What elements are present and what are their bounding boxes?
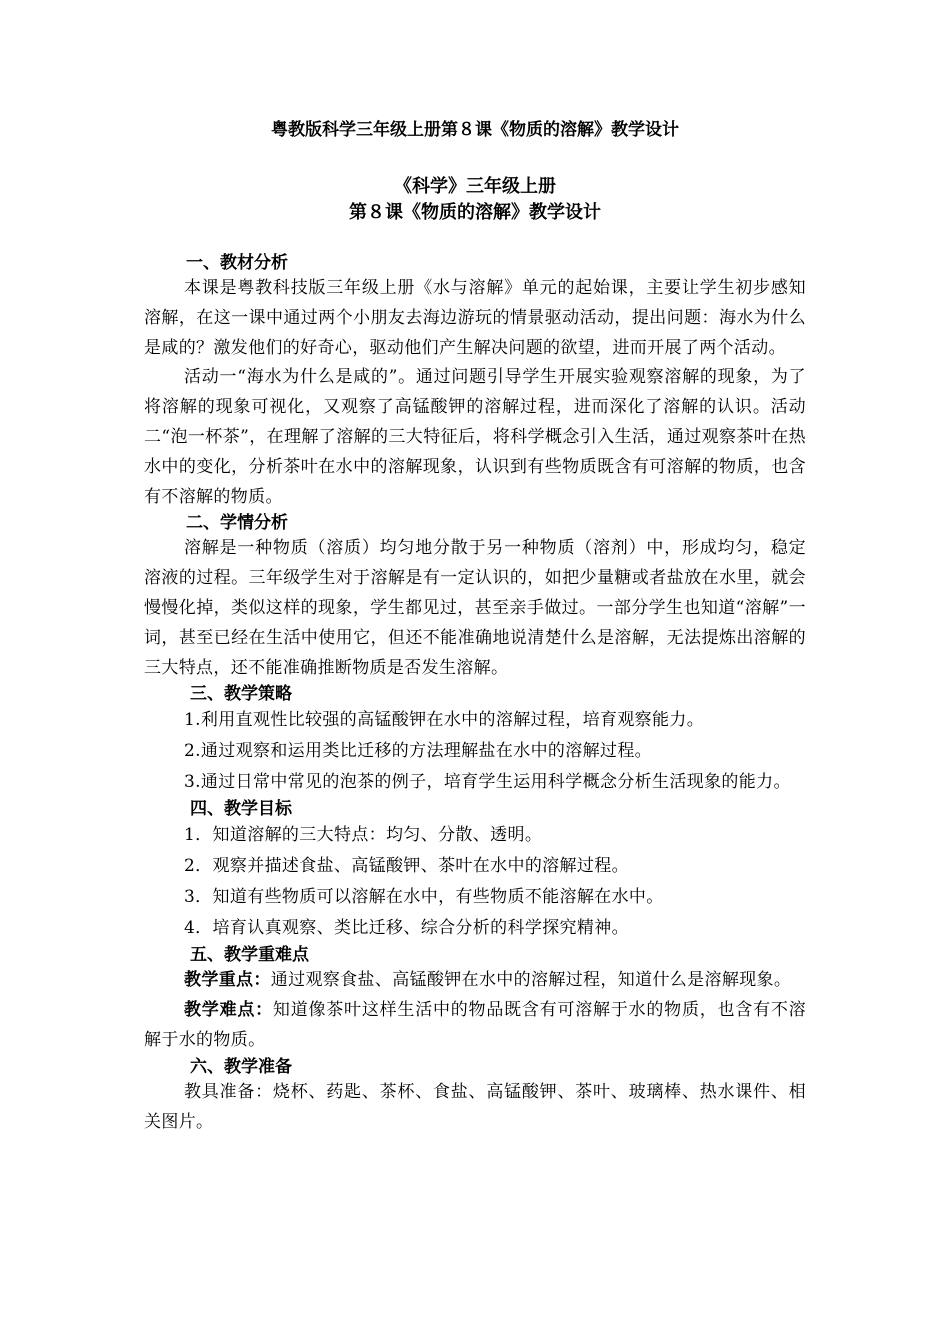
section-heading-teaching-goals: 四、教学目标 [190,799,292,820]
goal-item: 3．知道有些物质可以溶解在水中，有些物质不能溶解在水中。 [184,887,664,908]
section-heading-teaching-strategy: 三、教学策略 [190,684,292,705]
preparation-paragraph: 教具准备：烧杯、药匙、茶杯、食盐、高锰酸钾、茶叶、玻璃棒、热水课件、相关图片。 [144,1081,806,1132]
section-heading-teaching-preparation: 六、教学准备 [190,1056,292,1077]
section-heading-textbook-analysis: 一、教材分析 [186,253,288,273]
section-2-paragraph-1: 溶解是一种物质（溶质）均匀地分散于另一种物质（溶剂）中，形成均匀，稳定溶液的过程。三年级学生对于溶解是有一定认识的，如把少量糖或者盐放在水里，就会慢慢化掉，类似这样的现象，学生都见过，甚至亲手做过。一部分学生也知道“溶解”一词，甚至已经在生活中使用它，但还不能准确地说清楚什么是溶解，无法提炼出溶解的三大特点，还不能准确推断物质是否发生溶解。 [144,538,806,678]
difficult-point-text: 知道像茶叶这样生活中的物品既含有可溶解于水的物质，也含有不溶解于水的物质。 [144,1000,807,1050]
section-1-paragraph-1: 本课是粤教科技版三年级上册《水与溶解》单元的起始课，主要让学生初步感知溶解，在这一课中通过两个小朋友去海边游玩的情景驱动活动，提出问题：海水为什么是咸的？激发他们的好奇心，驱动他们产生解决问题的欲望，进而开展了两个活动。 [144,278,806,358]
section-heading-key-difficult-points: 五、教学重难点 [190,945,309,966]
key-point-text: 通过观察食盐、高锰酸钾在水中的溶解过程，知道什么是溶解现象。 [270,970,792,991]
goal-item: 4．培育认真观察、类比迁移、综合分析的科学探究精神。 [184,918,629,939]
section-heading-student-analysis: 二、学情分析 [186,513,288,534]
difficult-point-paragraph [144,996,806,1056]
strategy-item: 3.通过日常中常见的泡茶的例子，培育学生运用科学概念分析生活现象的能力。 [184,772,791,793]
document-title: 粤教版科学三年级上册第８课《物质的溶解》教学设计 [271,120,679,140]
key-point-paragraph [144,966,806,996]
goal-item: 1．知道溶解的三大特点：均匀、分散、透明。 [184,825,543,846]
subtitle-line-2: 第８课《物质的溶解》教学设计 [349,202,601,223]
goal-item: 2．观察并描述食盐、高锰酸钾、茶叶在水中的溶解过程。 [184,856,629,877]
subtitle-line-1: 《科学》三年级上册 [394,176,556,197]
difficult-point-label: 教学难点： [184,1000,273,1021]
strategy-item: 1.利用直观性比较强的高锰酸钾在水中的溶解过程，培育观察能力。 [184,710,705,731]
key-point-label: 教学重点： [184,970,271,991]
section-1-paragraph-2: 活动一“海水为什么是咸的”。通过问题引导学生开展实验观察溶解的现象，为了将溶解的现象可视化，又观察了高锰酸钾的溶解过程，进而深化了溶解的认识。活动二“泡一杯茶”，在理解了溶解的三大特征后，将科学概念引入生活，通过观察茶叶在热水中的变化，分析茶叶在水中的溶解现象，认识到有些物质既含有可溶解的物质，也含有不溶解的物质。 [144,367,806,507]
strategy-item: 2.通过观察和运用类比迁移的方法理解盐在水中的溶解过程。 [184,741,653,762]
